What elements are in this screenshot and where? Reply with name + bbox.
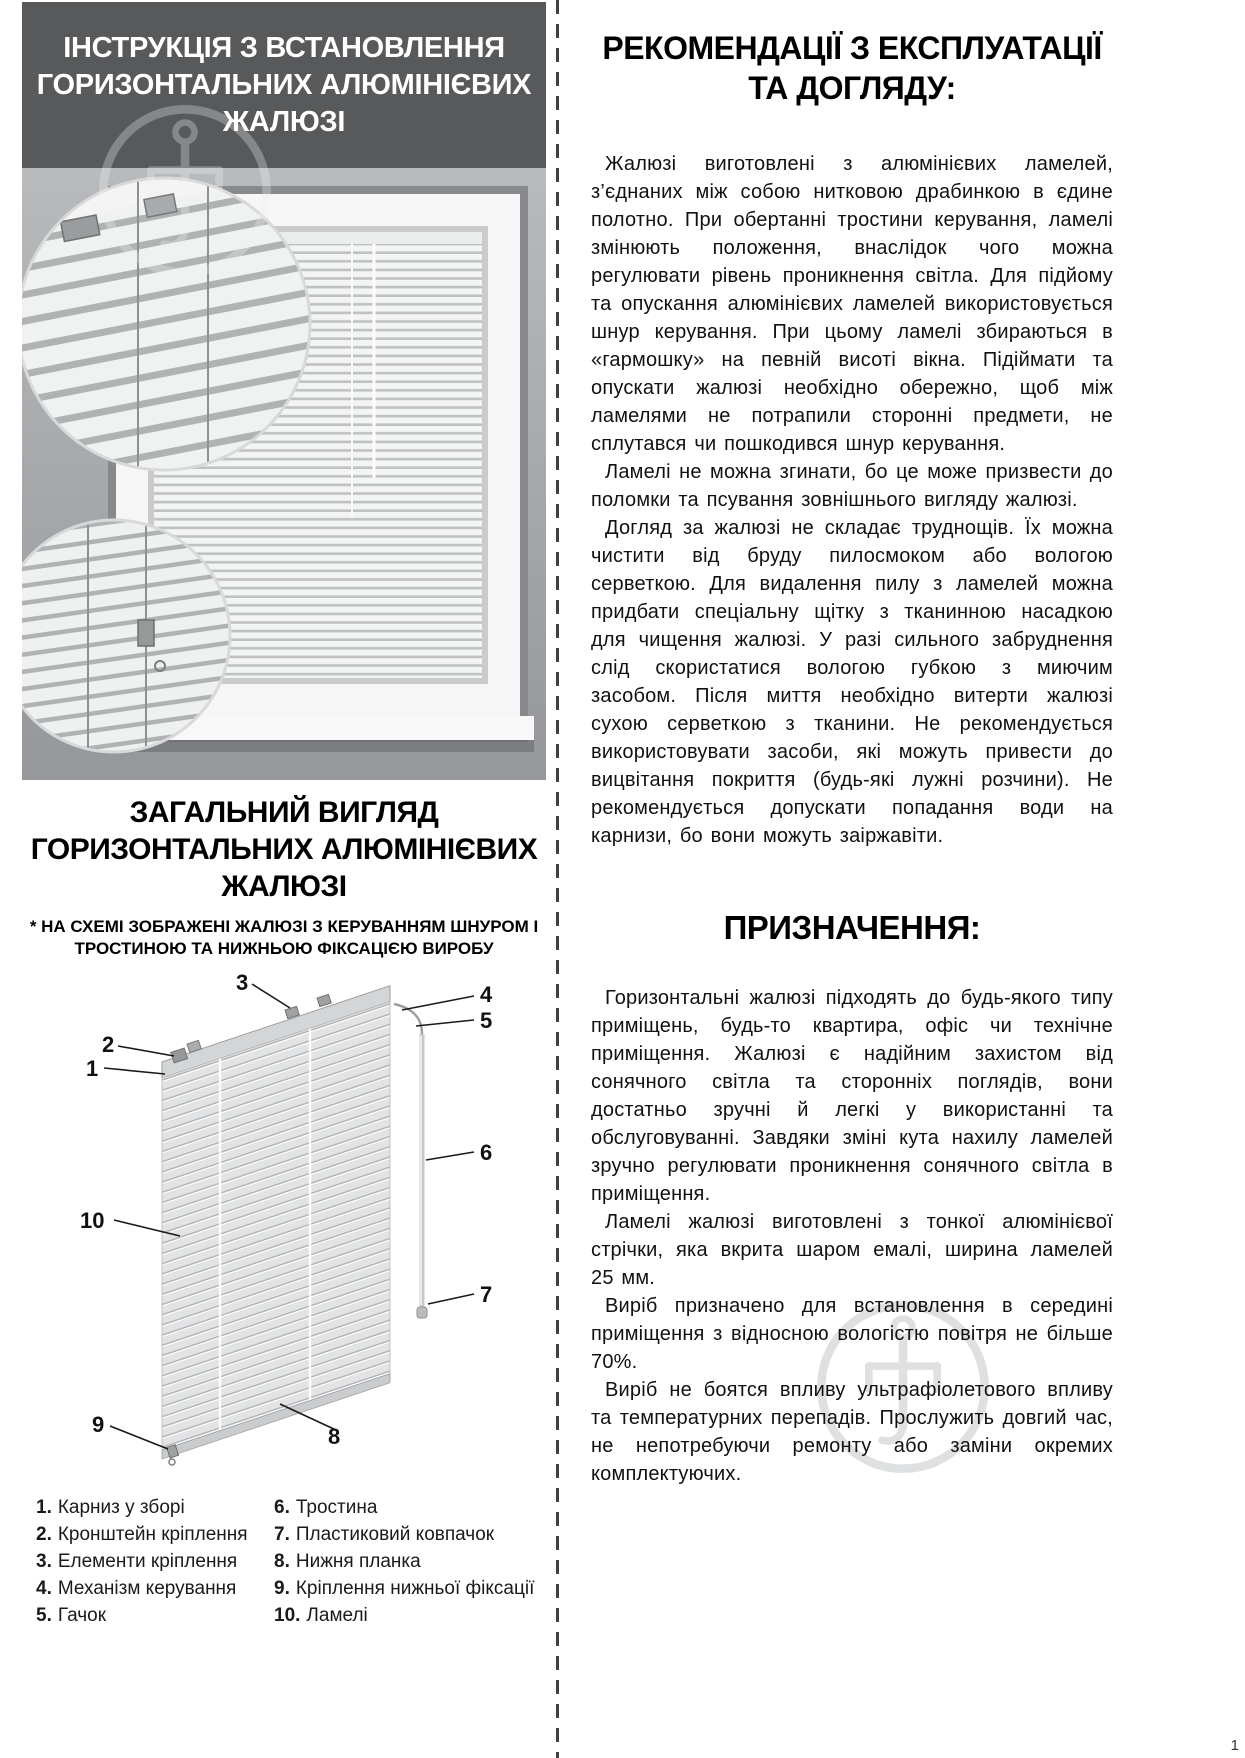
recommendations-paragraph: Жалюзі виготовлені з алюмінієвих ламелей, з’єднаних між собою нитковою драбинкою в єдине полотно. При обертанні тростини керування, ламелі змінюють положення, внаслідок чого можна регулювати рівень проникнення світла. Для підйому та опускання алюмінієвих ламелей використовується шнур керування. При цьому ламелі збираються в «гармошку» на певній висоті вікна. Підіймати та опускати жалюзі необхідно обережно, щоб між ламелями не потрапили сторонні предмети, не сплутався чи пошкодився шнур керування. [591,153,1113,455]
window-blinds-illustration [22,168,546,780]
diagram-number-9: 9 [92,1412,105,1437]
legend-item: 4. Механізм керування [36,1578,237,1599]
legend-item: 10. Ламелі [274,1605,368,1626]
diagram-number-3: 3 [236,970,249,995]
diagram-number-4: 4 [480,982,493,1007]
recommendations-section [591,28,1113,1488]
legend-item: 6. Тростина [274,1497,378,1518]
purpose-paragraph: Ламелі жалюзі виготовлені з тонкої алюмінієвої стрічки, яка вкрита шаром емалі, ширина ламелей 25 мм. [591,1211,1113,1289]
legend-item: 5. Гачок [36,1605,107,1626]
overview-title [22,794,546,905]
legend-item: 7. Пластиковий ковпачок [274,1524,495,1545]
purpose-title: ПРИЗНАЧЕННЯ: [723,909,981,946]
legend-column-1 [36,1494,274,1629]
column-divider-dashed-line [556,0,559,1758]
legend-item: 9. Кріплення нижньої фіксації [274,1578,535,1599]
blinds-body [162,986,390,1459]
diagram-number-8: 8 [328,1424,341,1449]
instruction-title-line: ІНСТРУКЦІЯ З ВСТАНОВЛЕННЯ [63,31,505,64]
legend-item: 2. Кронштейн кріплення [36,1524,248,1545]
plastic-cap [417,1307,427,1318]
overview-note-line: * НА СХЕМІ ЗОБРАЖЕНІ ЖАЛЮЗІ З КЕРУВАННЯМ ШНУРОМ І [29,917,539,936]
diagram-number-6: 6 [480,1140,493,1165]
blinds-parts-diagram [22,962,546,1470]
legend-item: 1. Карниз у зборі [36,1497,185,1518]
overview-title-line: ЗАГАЛЬНИЙ ВИГЛЯД [129,796,439,829]
overview-note-line: ТРОСТИНОЮ ТА НИЖНЬОЮ ФІКСАЦІЄЮ ВИРОБУ [74,939,494,958]
diagram-number-5: 5 [480,1008,493,1033]
instruction-header-box [22,2,546,168]
instruction-title-line: ЖАЛЮЗІ [222,105,346,138]
lamellae-stack [162,1002,390,1450]
overview-note [22,916,546,960]
purpose-paragraph: Горизонтальні жалюзі підходять до будь-якого типу приміщень, будь-то квартира, офіс чи технічне приміщення. Жалюзі є надійним захистом від сонячного світла та сторонніх поглядів, вони достатньо зручні й легкі у використанні та обслуговуванні. Завдяки зміні кута нахилу ламелей зручно регулювати проникнення сонячного світла в приміщення. [591,987,1113,1205]
parts-legend [22,1494,556,1629]
overview-title-line: ГОРИЗОНТАЛЬНИХ АЛЮМІНІЄВИХ [30,833,538,866]
recommendations-title-line: РЕКОМЕНДАЦІЇ З ЕКСПЛУАТАЦІЇ [602,30,1102,66]
diagram-number-10: 10 [80,1208,105,1233]
purpose-paragraph: Виріб не боятся впливу ультрафіолетового впливу та температурних перепадів. Прослужить довгий час, не непотребуючи ремонту або заміни окремих комплектуючих. [591,1379,1113,1485]
recommendations-paragraph: Догляд за жалюзі не складає труднощів. Їх можна чистити від бруду пилосмоком або вологою серветкою. Для видалення пилу з ламелей можна придбати спеціальну щітку з тканинною насадкою для чищення жалюзі. У разі сильного забруднення слід скористатися вологою губкою з миючим засобом. Після миття необхідно витерти жалюзі сухою серветкою з тканини. Не рекомендується використовувати засоби, які можуть привести до вицвітання покриття (будь-які лужні розчини). Не рекомендується допускати попадання води на карнизи, бо вони можуть заіржавіти. [591,517,1113,847]
legend-item: 3. Елементи кріплення [36,1551,238,1572]
diagram-number-7: 7 [480,1282,493,1307]
recommendations-title [591,28,1113,108]
recommendations-title-line: ТА ДОГЛЯДУ: [748,70,956,106]
diagram-number-1: 1 [86,1056,99,1081]
window-blinds-graphic [22,168,546,780]
legend-column-2 [274,1494,554,1629]
page-number: 1 [1230,1737,1239,1754]
diagram-number-2: 2 [102,1032,115,1057]
recommendations-paragraph: Ламелі не можна згинати, бо це може призвести до поломки та псування зовнішнього вигляду жалюзі. [591,461,1113,511]
legend-item: 8. Нижня планка [274,1551,421,1572]
purpose-paragraph: Виріб призначено для встановлення в середині приміщення з відносною вологістю повітря не більше 70%. [591,1295,1113,1373]
instruction-title-line: ГОРИЗОНТАЛЬНИХ АЛЮМІНІЄВИХ [36,68,532,101]
control-wand [394,1004,427,1318]
overview-title-line: ЖАЛЮЗІ [221,870,347,903]
blinds-parts-graphic [22,962,546,1470]
